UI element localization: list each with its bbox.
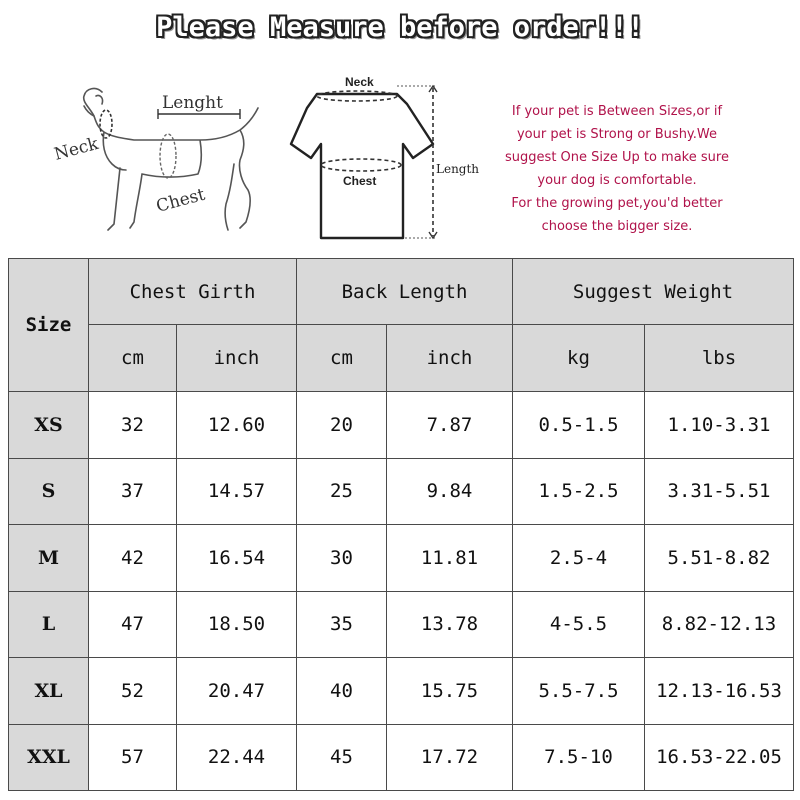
table-row: [9, 658, 794, 725]
suggest-weight-header: Suggest Weight: [513, 259, 794, 325]
unit-header: inch: [387, 325, 513, 392]
shirt-length-label: Length: [436, 162, 480, 176]
back-length-header: Back Length: [297, 259, 513, 325]
note-line: your pet is Strong or Bushy.We: [516, 127, 717, 142]
table-cell: 18.50: [177, 591, 297, 658]
table-cell: 57: [89, 724, 177, 791]
table-cell: 14.57: [177, 458, 297, 525]
size-header: Size: [9, 259, 89, 392]
table-row: [9, 525, 794, 592]
table-cell: 42: [89, 525, 177, 592]
table-cell: 32: [89, 392, 177, 459]
shirt-neck-label: Neck: [345, 75, 374, 89]
unit-header: inch: [177, 325, 297, 392]
table-cell: 1.10-3.31: [645, 392, 794, 459]
table-cell: 35: [297, 591, 387, 658]
dog-neck-label: Neck: [52, 133, 101, 165]
table-cell: 17.72: [387, 724, 513, 791]
size-chart-table: [8, 258, 794, 791]
table-cell: 5.51-8.82: [645, 525, 794, 592]
table-cell: 2.5-4: [513, 525, 645, 592]
unit-header: lbs: [645, 325, 794, 392]
table-cell: 40: [297, 658, 387, 725]
note-line: choose the bigger size.: [541, 219, 693, 234]
note-line: suggest One Size Up to make sure: [505, 150, 729, 165]
table-cell: 12.13-16.53: [645, 658, 794, 725]
size-cell: XL: [9, 658, 89, 725]
shirt-diagram: [285, 72, 485, 250]
table-cell: 7.87: [387, 392, 513, 459]
table-cell: 45: [297, 724, 387, 791]
table-cell: 8.82-12.13: [645, 591, 794, 658]
table-cell: 47: [89, 591, 177, 658]
table-cell: 16.54: [177, 525, 297, 592]
shirt-chest-label: Chest: [343, 174, 377, 188]
table-row: [9, 724, 794, 791]
table-cell: 4-5.5: [513, 591, 645, 658]
table-cell: 20.47: [177, 658, 297, 725]
table-cell: 25: [297, 458, 387, 525]
size-cell: M: [9, 525, 89, 592]
note-line: your dog is comfortable.: [537, 173, 697, 188]
table-cell: 15.75: [387, 658, 513, 725]
table-cell: 16.53-22.05: [645, 724, 794, 791]
table-row: [9, 591, 794, 658]
table-cell: 0.5-1.5: [513, 392, 645, 459]
table-cell: 12.60: [177, 392, 297, 459]
table-cell: 9.84: [387, 458, 513, 525]
table-row: [9, 458, 794, 525]
unit-header: kg: [513, 325, 645, 392]
table-cell: 20: [297, 392, 387, 459]
shirt-outline-icon: [291, 94, 433, 238]
table-cell: 11.81: [387, 525, 513, 592]
table-cell: 7.5-10: [513, 724, 645, 791]
dog-length-label: Lenght: [162, 93, 223, 113]
unit-header: cm: [297, 325, 387, 392]
table-cell: 1.5-2.5: [513, 458, 645, 525]
table-cell: 37: [89, 458, 177, 525]
note-line: If your pet is Between Sizes,or if: [511, 104, 723, 119]
unit-header: cm: [89, 325, 177, 392]
table-cell: 5.5-7.5: [513, 658, 645, 725]
size-cell: XXL: [9, 724, 89, 791]
table-cell: 13.78: [387, 591, 513, 658]
table-cell: 30: [297, 525, 387, 592]
page-title: Please Measure before order!!!: [156, 12, 644, 43]
table-row: [9, 392, 794, 459]
table-cell: 52: [89, 658, 177, 725]
size-cell: S: [9, 458, 89, 525]
size-cell: L: [9, 591, 89, 658]
table-cell: 3.31-5.51: [645, 458, 794, 525]
dog-diagram: [50, 78, 280, 250]
table-cell: 22.44: [177, 724, 297, 791]
size-cell: XS: [9, 392, 89, 459]
chest-girth-header: Chest Girth: [89, 259, 297, 325]
sizing-note: [494, 100, 740, 238]
note-line: For the growing pet,you'd better: [511, 196, 723, 211]
dog-chest-label: Chest: [154, 184, 208, 217]
